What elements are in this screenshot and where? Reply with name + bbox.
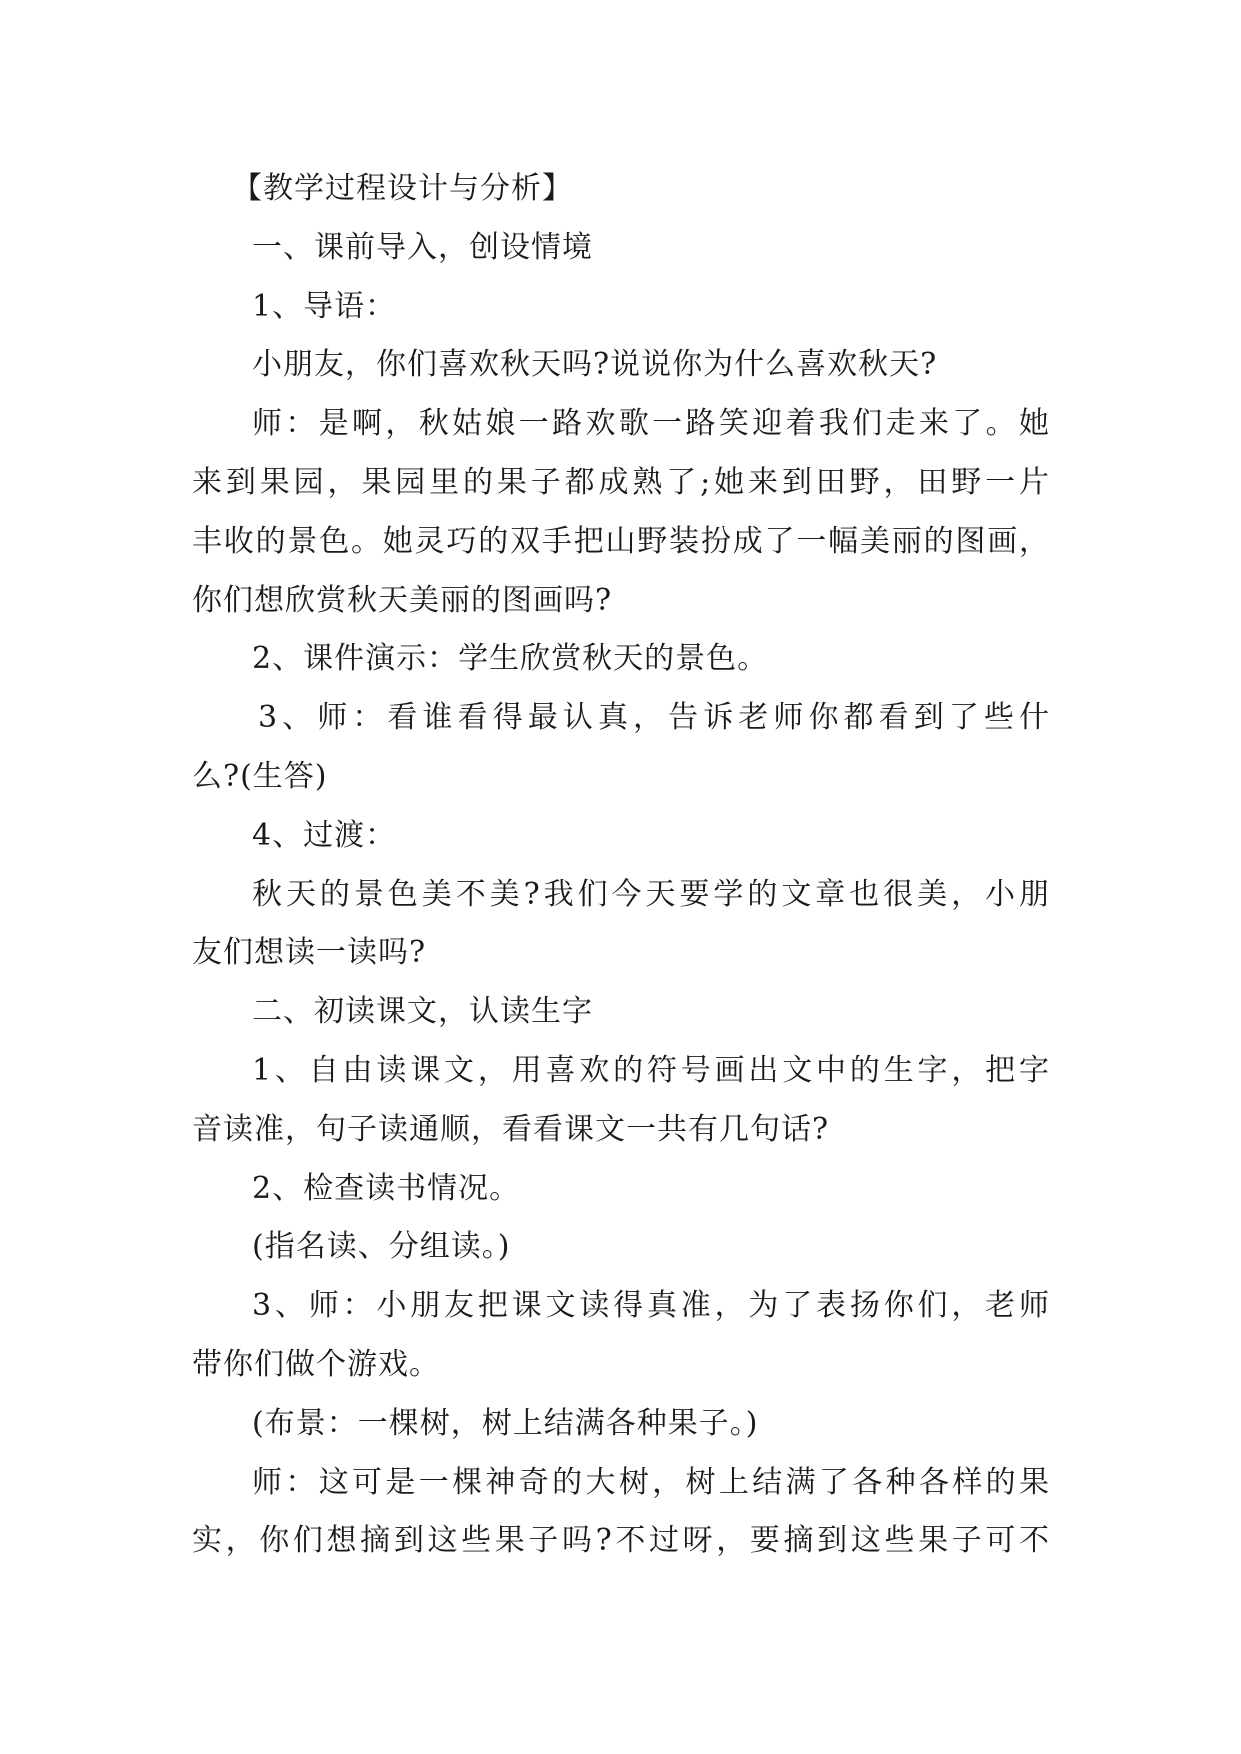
paragraph-line: 1、自由读课文，用喜欢的符号画出文中的生字，把字 [252, 1052, 1050, 1088]
paragraph-line: 实，你们想摘到这些果子吗?不过呀，要摘到这些果子可不 [192, 1523, 1050, 1559]
paragraph-line: 2、课件演示：学生欣赏秋天的景色。 [252, 641, 769, 677]
paragraph-line: 你们想欣赏秋天美丽的图画吗? [192, 582, 613, 618]
paragraph-line: 么?(生答) [192, 758, 328, 794]
paragraph-line: 2、检查读书情况。 [252, 1170, 521, 1206]
paragraph-line: (布景：一棵树，树上结满各种果子。) [252, 1405, 759, 1441]
paragraph-line: 3、师：看谁看得最认真，告诉老师你都看到了些什 [258, 700, 1050, 736]
paragraph-line: 小朋友，你们喜欢秋天吗?说说你为什么喜欢秋天? [252, 347, 938, 383]
paragraph-line: 带你们做个游戏。 [192, 1346, 440, 1382]
paragraph-line: 音读准，句子读通顺，看看课文一共有几句话? [192, 1111, 830, 1147]
paragraph-line: 3、师：小朋友把课文读得真准，为了表扬你们，老师 [252, 1288, 1050, 1324]
paragraph-line: 秋天的景色美不美?我们今天要学的文章也很美，小朋 [252, 876, 1050, 912]
paragraph-line: 友们想读一读吗? [192, 935, 427, 971]
paragraph-line: 1、导语： [252, 288, 397, 324]
paragraph-line: 师：是啊，秋姑娘一路欢歌一路笑迎着我们走来了。她 [252, 406, 1050, 442]
section-heading: 【教学过程设计与分析】 [232, 171, 573, 206]
paragraph-line: 师：这可是一棵神奇的大树，树上结满了各种各样的果 [252, 1464, 1050, 1500]
paragraph-line: 4、过渡： [252, 817, 397, 853]
paragraph-line: (指名读、分组读。) [252, 1229, 511, 1265]
paragraph-line: 来到果园，果园里的果子都成熟了;她来到田野，田野一片 [192, 464, 1050, 500]
paragraph-line: 二、初读课文，认读生字 [252, 994, 593, 1030]
paragraph-line: 一、课前导入，创设情境 [252, 229, 593, 265]
document-body [192, 160, 1050, 1571]
paragraph-line: 丰收的景色。她灵巧的双手把山野装扮成了一幅美丽的图画， [192, 523, 1050, 559]
